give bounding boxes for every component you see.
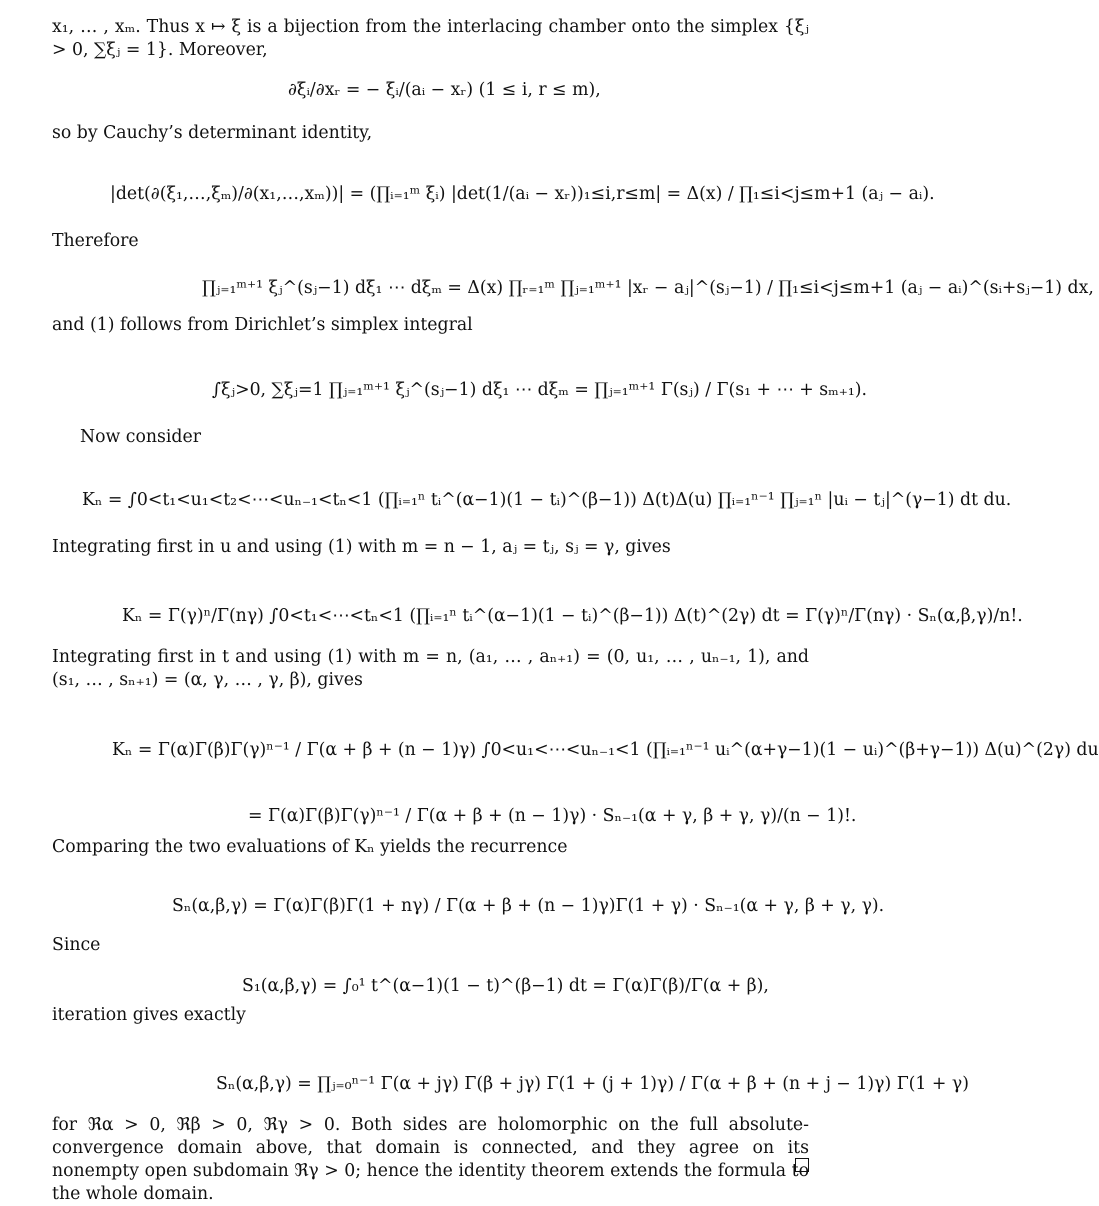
equation-kn-second-result: = Γ(α)Γ(β)Γ(γ)ⁿ⁻¹ / Γ(α + β + (n − 1)γ) · Sₙ₋₁(α + γ, β + γ, γ)/(n − 1)!. (248, 806, 857, 826)
paragraph-integrating-t: Integrating first in t and using (1) with m = n, (a₁, … , aₙ₊₁) = (0, u₁, … , uₙ₋₁, 1), and (s₁, … , sₙ₊₁) = (α, γ, … , γ, β), gives (52, 647, 809, 690)
equation-s1-beta-integral: S₁(α,β,γ) = ∫₀¹ t^(α−1)(1 − t)^(β−1) dt = Γ(α)Γ(β)/Γ(α + β), (242, 976, 769, 996)
paragraph-since: Since (52, 935, 101, 955)
paragraph-dirichlet: and (1) follows from Dirichlet’s simplex integral (52, 315, 473, 335)
paragraph-bijection: x₁, … , xₘ. Thus x ↦ ξ is a bijection from the interlacing chamber onto the simplex {ξⱼ > 0, ∑ξⱼ = 1}. Moreover, (52, 17, 809, 60)
equation-recurrence: Sₙ(α,β,γ) = Γ(α)Γ(β)Γ(1 + nγ) / Γ(α + β + (n − 1)γ)Γ(1 + γ) · Sₙ₋₁(α + γ, β + γ, γ). (172, 896, 885, 916)
paragraph-now-consider: Now consider (80, 427, 201, 447)
paragraph-cauchy: so by Cauchy’s determinant identity, (52, 123, 373, 143)
equation-kn-second-evaluation: Kₙ = Γ(α)Γ(β)Γ(γ)ⁿ⁻¹ / Γ(α + β + (n − 1)γ) ∫0<u₁<⋯<uₙ₋₁<1 (∏ᵢ₌₁ⁿ⁻¹ uᵢ^(α+γ−1)(1 − uᵢ)^(β+γ−1)) Δ(u)^(2γ) du (112, 740, 1099, 760)
paragraph-conclusion: for ℜα > 0, ℜβ > 0, ℜγ > 0. Both sides are holomorphic on the full absolute-convergence domain above, that domain is connected, and they agree on its nonempty open subdomain ℜγ > 0; hence the identity theorem extends the formula to the whole domain. (52, 1115, 809, 1204)
equation-kn-first-evaluation: Kₙ = Γ(γ)ⁿ/Γ(nγ) ∫0<t₁<⋯<tₙ<1 (∏ᵢ₌₁ⁿ tᵢ^(α−1)(1 − tᵢ)^(β−1)) Δ(t)^(2γ) dt = Γ(γ)ⁿ/Γ(nγ) · Sₙ(α,β,γ)/n!. (122, 606, 1023, 626)
equation-change-of-variables: ∏ⱼ₌₁ᵐ⁺¹ ξⱼ^(sⱼ−1) dξ₁ ⋯ dξₘ = Δ(x) ∏ᵣ₌₁ᵐ ∏ⱼ₌₁ᵐ⁺¹ |xᵣ − aⱼ|^(sⱼ−1) / ∏₁≤i<j≤m+1 (aⱼ − aᵢ)^(sᵢ+sⱼ−1) dx, (202, 278, 1094, 298)
paragraph-therefore: Therefore (52, 231, 139, 251)
equation-partial-derivative: ∂ξᵢ/∂xᵣ = − ξᵢ/(aᵢ − xᵣ) (1 ≤ i, r ≤ m), (288, 80, 601, 100)
equation-kn-definition: Kₙ = ∫0<t₁<u₁<t₂<⋯<uₙ₋₁<tₙ<1 (∏ᵢ₌₁ⁿ tᵢ^(α−1)(1 − tᵢ)^(β−1)) Δ(t)Δ(u) ∏ᵢ₌₁ⁿ⁻¹ ∏ⱼ₌₁ⁿ |uᵢ − tⱼ|^(γ−1) dt du. (82, 490, 1012, 510)
qed-square-icon (795, 1158, 809, 1172)
equation-selberg-product: Sₙ(α,β,γ) = ∏ⱼ₌₀ⁿ⁻¹ Γ(α + jγ) Γ(β + jγ) Γ(1 + (j + 1)γ) / Γ(α + β + (n + j − 1)γ) Γ(1 + γ) (216, 1074, 969, 1094)
paragraph-integrating-u: Integrating first in u and using (1) with m = n − 1, aⱼ = tⱼ, sⱼ = γ, gives (52, 537, 671, 557)
equation-dirichlet-integral: ∫ξⱼ>0, ∑ξⱼ=1 ∏ⱼ₌₁ᵐ⁺¹ ξⱼ^(sⱼ−1) dξ₁ ⋯ dξₘ = ∏ⱼ₌₁ᵐ⁺¹ Γ(sⱼ) / Γ(s₁ + ⋯ + sₘ₊₁). (212, 380, 868, 400)
equation-cauchy-determinant: |det(∂(ξ₁,…,ξₘ)/∂(x₁,…,xₘ))| = (∏ᵢ₌₁ᵐ ξᵢ) |det(1/(aᵢ − xᵣ))₁≤i,r≤m| = Δ(x) / ∏₁≤i<j≤m+1 (aⱼ − aᵢ). (110, 184, 935, 204)
paragraph-iteration: iteration gives exactly (52, 1005, 246, 1025)
paragraph-comparing: Comparing the two evaluations of Kₙ yields the recurrence (52, 837, 568, 857)
